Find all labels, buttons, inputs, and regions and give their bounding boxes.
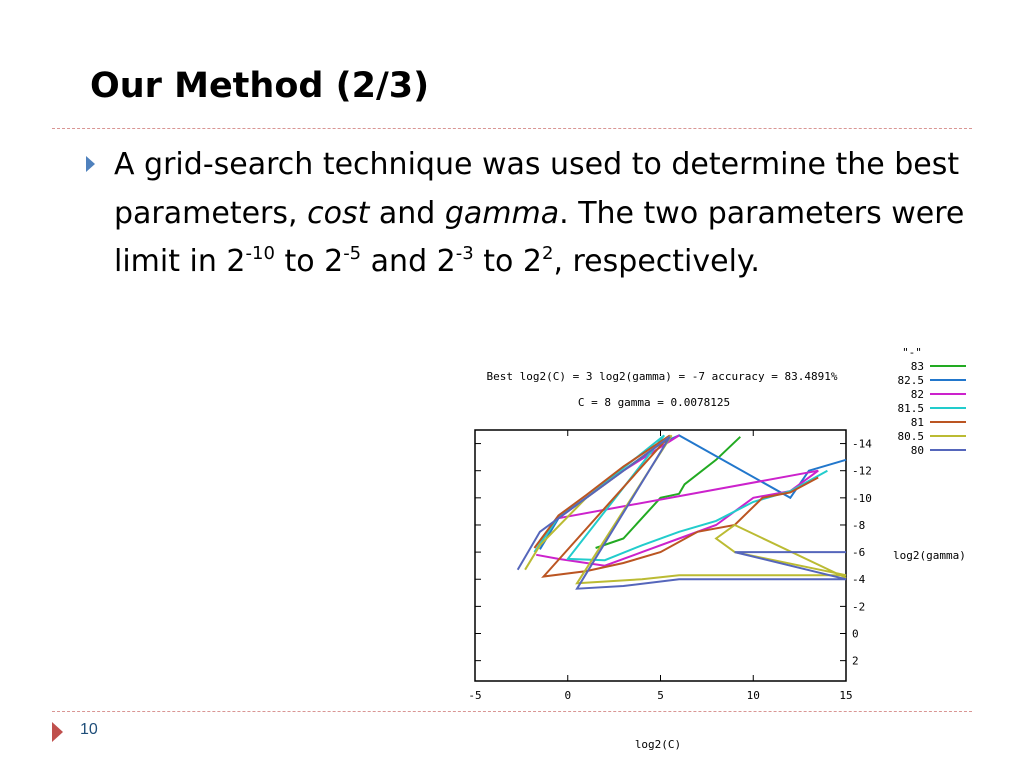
bullet-text-part: A grid-search technique was used to determine the best parameters, [114,147,960,231]
legend-title: "-" [902,346,922,359]
exponent: -3 [455,243,474,264]
contour-plot [440,340,990,755]
cost-term: cost [307,195,370,231]
chart-subtitle: C = 8 gamma = 0.0078125 [577,396,731,409]
y-tick-label: -10 [852,491,872,505]
y-tick-label: -6 [852,546,866,560]
footer-arrow-icon [52,722,63,742]
bullet-text-part: to 2 [274,244,344,279]
y-axis-label: log2(gamma) [893,549,966,562]
x-tick-label: 15 [839,689,853,702]
contour-line [596,437,741,548]
chart-title: Best log2(C) = 3 log2(gamma) = -7 accuracy = 83.4891% [486,370,838,383]
title-divider [52,128,972,129]
legend-label: 80.5 [897,430,924,443]
bullet-text [114,141,974,287]
footer-divider [52,711,972,712]
bullet-text-part: and 2 [361,244,456,279]
y-tick-label: -4 [852,573,866,587]
y-tick-label: -12 [852,464,872,478]
plot-frame [475,430,846,681]
exponent: -5 [343,243,362,264]
exponent: 2 [541,243,554,264]
x-tick-label: 10 [746,689,760,702]
bullet-text-part: and [369,195,445,231]
y-tick-label: -8 [852,518,866,532]
legend-label: 83 [910,360,924,373]
page-number: 10 [80,721,98,738]
gamma-term: gamma [444,195,560,231]
bullet-text-part: , respectively. [553,244,760,279]
legend-label: 81.5 [897,402,924,415]
slide-title: Our Method (2/3) [90,66,430,106]
bullet-arrow-icon [86,156,95,172]
contour-line [540,435,846,549]
legend-label: 82 [910,388,924,401]
x-tick-label: 0 [564,689,572,702]
x-axis-label: log2(C) [634,738,682,751]
contour-lines [518,435,846,588]
bullet-text-part: to 2 [473,244,542,279]
legend-label: 81 [910,416,924,429]
y-tick-label: -2 [852,600,866,614]
legend-label: 82.5 [897,374,924,387]
x-tick-label: 5 [657,689,664,702]
exponent: -10 [245,243,275,264]
y-tick-label: 0 [852,627,859,641]
y-tick-label: -14 [852,437,872,451]
bullet-text-part: . The two parameters were limit in 2 [114,195,965,279]
legend [898,360,967,457]
legend-label: 80 [910,444,924,457]
y-tick-label: 2 [852,654,859,668]
x-tick-label: -5 [468,689,482,702]
